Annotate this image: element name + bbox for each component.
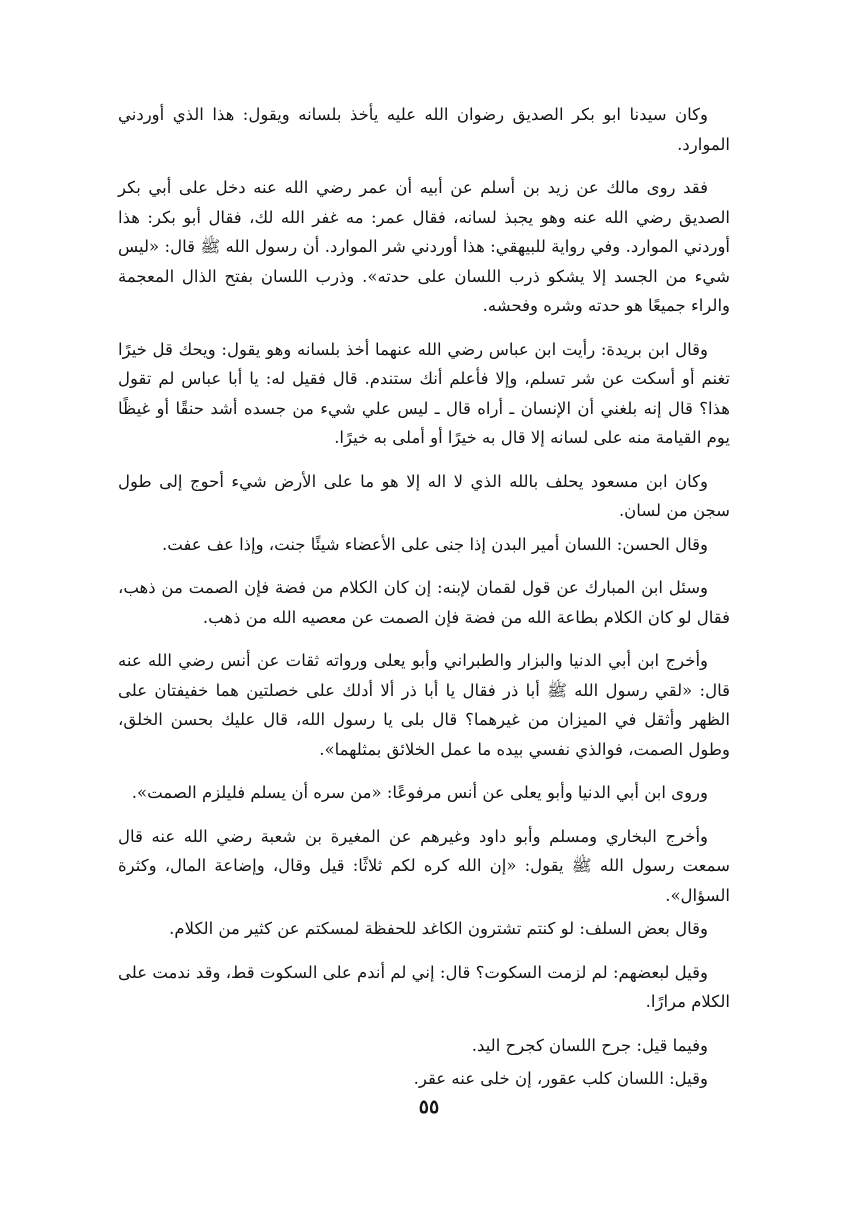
paragraph-salaf: وقال بعض السلف: لو كنتم تشترون الكاغد للحفظة لمسكتم عن كثير من الكلام. xyxy=(169,919,708,938)
paragraph-abu-bakr-intro: وكان سيدنا ابو بكر الصديق رضوان الله عليه يأخذ بلسانه ويقول: هذا الذي أوردني الموارد. xyxy=(118,105,730,154)
paragraph-tongue-wound: وفيما قيل: جرح اللسان كجرح اليد. xyxy=(471,1035,708,1055)
paragraph-mughira: وأخرج البخاري ومسلم وأبو داود وغيرهم عن المغيرة بن شعبة رضي الله عنه قال سمعت رسول الله ﷺ يقول: «إن الله كره لكم ثلاثًا: قيل وقال، وإضاعة المال، وكثرة السؤال». xyxy=(118,826,730,905)
paragraph-hasan: وقال الحسن: اللسان أمير البدن إذا جنى على الأعضاء شيئًا جنت، وإذا عف عفت. xyxy=(162,534,708,554)
paragraph-silence-regret: وقيل لبعضهم: لم لزمت السكوت؟ قال: إني لم أندم على السكوت قط، وقد ندمت على الكلام مرارًا. xyxy=(118,962,730,1011)
paragraph-malik-narration: فقد روى مالك عن زيد بن أسلم عن أبيه أن عمر رضي الله عنه دخل على أبي بكر الصديق رضي الله عنه وهو يجبذ لسانه، فقال عمر: مه غفر الله لك، فقال أبو بكر: هذا أوردني الموارد. وفي رواية للبيهقي: هذا أوردني شر الموارد. أن رسول الله ﷺ قال: «ليس شيء من الجسد إلا يشكو ذرب اللسان على حدته». وذرب اللسان بفتح الذال المعجمة والراء جميعًا هو حدته وشره وفحشه. xyxy=(118,178,730,315)
paragraph-ibn-mubarak: وسئل ابن المبارك عن قول لقمان لإبنه: إن كان الكلام من فضة فإن الصمت من ذهب، فقال لو كان الكلام بطاعة الله من فضة فإن الصمت عن معصيه الله من ذهب. xyxy=(118,578,730,627)
paragraph-ibn-burayda: وقال ابن بريدة: رأيت ابن عباس رضي الله عنهما أخذ بلسانه وهو يقول: ويحك قل خيرًا تغنم أو أسكت عن شر تسلم، وإلا فأعلم أنك ستندم. قال فقيل له: يا أبا عباس لم تقول هذا؟ قال إنه بلغني أن الإنسان ـ أراه قال ـ ليس علي شيء من جسده أشد حنقًا أو غيظًا يوم القيامة منه على لسانه إلا قال به خيرًا أو أملى به خيرًا. xyxy=(118,339,730,447)
paragraph-tongue-dog: وقيل: اللسان كلب عقور، إن خلى عنه عقر. xyxy=(413,1069,708,1088)
paragraph-anas-abu-dhar: وأخرج ابن أبي الدنيا والبزار والطبراني وأبو يعلى ورواته ثقات عن أنس رضي الله عنه قال: «لقي رسول الله ﷺ أبا ذر فقال يا أبا ذر ألا أدلك على خصلتين هما خفيفتان على الظهر وأثقل في الميزان من غيرهما؟ قال بلى يا رسول الله، قال عليك بحسن الخلق، وطول الصمت، فوالذي نفسي بيده ما عمل الخلائق بمثلهما». xyxy=(118,651,730,759)
page-number: ٥٥ xyxy=(418,1096,440,1118)
paragraph-ibn-masud: وكان ابن مسعود يحلف بالله الذي لا اله إلا هو ما على الأرض شيء أحوج إلى طول سجن من لسان. xyxy=(118,471,730,520)
paragraph-anas-silence: وروى ابن أبي الدنيا وأبو يعلى عن أنس مرفوعًا: «من سره أن يسلم فليلزم الصمت». xyxy=(131,783,708,802)
page-body-text xyxy=(118,100,730,1108)
